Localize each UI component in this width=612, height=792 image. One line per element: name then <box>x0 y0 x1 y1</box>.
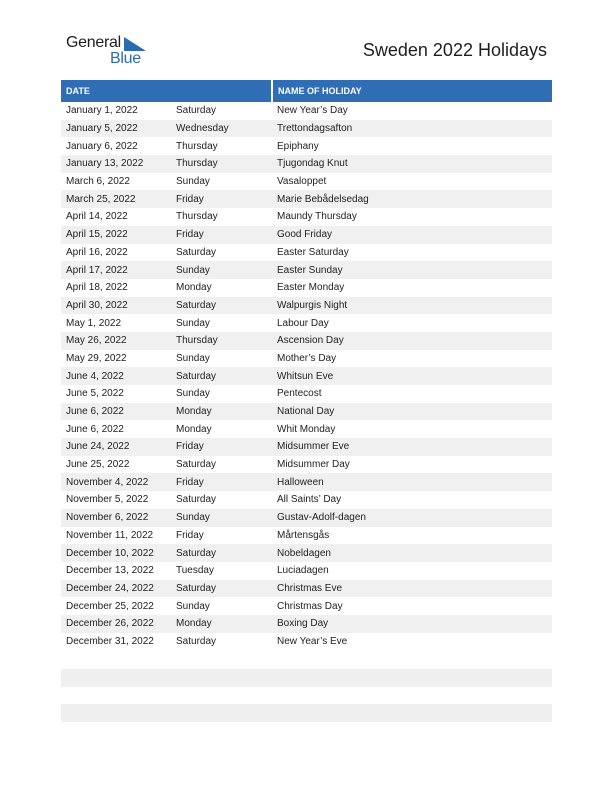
blank-row <box>61 669 552 687</box>
table-row <box>61 226 552 244</box>
row-date: January 6, 2022 <box>66 140 138 152</box>
row-date: December 26, 2022 <box>61 615 171 633</box>
row-holiday-name: Nobeldagen <box>272 544 552 562</box>
row-holiday-name: New Year’s Eve <box>277 635 348 647</box>
row-date: June 24, 2022 <box>61 438 171 456</box>
row-holiday-name: Maundy Thursday <box>277 211 357 223</box>
generalblue-logo <box>66 34 156 70</box>
row-weekday: Sunday <box>171 509 272 527</box>
row-weekday: Sunday <box>176 352 210 364</box>
row-date: November 6, 2022 <box>61 509 171 527</box>
table-row <box>61 491 552 509</box>
row-holiday-name: Marie Bebådelsedag <box>272 190 552 208</box>
blank-row <box>61 704 552 722</box>
table-row <box>61 137 552 155</box>
row-weekday: Sunday <box>176 600 210 612</box>
table-row <box>61 597 552 615</box>
row-holiday-name: Epiphany <box>277 140 319 152</box>
row-holiday-name: Midsummer Day <box>277 459 350 471</box>
row-weekday: Friday <box>171 226 272 244</box>
row-holiday-name: Trettondagsafton <box>272 120 552 138</box>
table-row <box>61 580 552 598</box>
row-date: May 26, 2022 <box>61 332 171 350</box>
row-holiday-name: Good Friday <box>272 226 552 244</box>
row-weekday: Monday <box>176 423 212 435</box>
row-holiday-name: Boxing Day <box>272 615 552 633</box>
row-date: March 6, 2022 <box>66 176 130 188</box>
row-date: June 6, 2022 <box>61 403 171 421</box>
row-date: December 10, 2022 <box>61 544 171 562</box>
row-weekday: Tuesday <box>176 565 214 577</box>
row-holiday-name: Luciadagen <box>277 565 329 577</box>
row-holiday-name: Walpurgis Night <box>272 297 552 315</box>
table-row <box>61 120 552 138</box>
row-holiday-name: Labour Day <box>277 317 329 329</box>
row-date: May 1, 2022 <box>66 317 122 329</box>
row-date: December 31, 2022 <box>66 635 154 647</box>
row-date: December 13, 2022 <box>66 565 154 577</box>
row-weekday: Friday <box>171 190 272 208</box>
row-weekday: Friday <box>171 473 272 491</box>
row-holiday-name: Gustav-Adolf-dagen <box>272 509 552 527</box>
row-holiday-name: Easter Saturday <box>277 246 349 258</box>
row-weekday: Saturday <box>176 246 217 258</box>
row-weekday: Sunday <box>176 388 210 400</box>
row-date: January 5, 2022 <box>61 120 171 138</box>
row-date: May 29, 2022 <box>66 352 127 364</box>
header-date: DATE <box>61 80 272 102</box>
table-row <box>61 527 552 545</box>
row-holiday-name: Christmas Day <box>277 600 343 612</box>
row-weekday: Wednesday <box>171 120 272 138</box>
table-row <box>61 420 552 438</box>
row-weekday: Saturday <box>176 635 217 647</box>
row-date: June 5, 2022 <box>66 388 124 400</box>
row-weekday: Thursday <box>171 155 272 173</box>
table-row <box>61 562 552 580</box>
row-holiday-name: Easter Sunday <box>272 261 552 279</box>
row-holiday-name: Halloween <box>272 473 552 491</box>
row-holiday-name: All Saints’ Day <box>277 494 342 506</box>
table-row <box>61 473 552 491</box>
row-date: April 14, 2022 <box>66 211 128 223</box>
row-date: April 18, 2022 <box>66 282 128 294</box>
row-weekday: Friday <box>171 438 272 456</box>
table-row <box>61 173 552 191</box>
row-date: April 30, 2022 <box>61 297 171 315</box>
row-date: June 6, 2022 <box>66 423 124 435</box>
holiday-table <box>61 80 552 650</box>
row-holiday-name: Easter Monday <box>277 282 345 294</box>
row-weekday: Thursday <box>176 211 218 223</box>
row-weekday: Sunday <box>171 261 272 279</box>
table-row <box>61 456 552 474</box>
row-weekday: Thursday <box>176 140 218 152</box>
row-holiday-name: Ascension Day <box>272 332 552 350</box>
row-weekday: Monday <box>171 615 272 633</box>
row-weekday: Saturday <box>171 297 272 315</box>
table-row <box>61 297 552 315</box>
row-weekday: Saturday <box>171 544 272 562</box>
table-row <box>61 261 552 279</box>
row-weekday: Saturday <box>176 105 217 117</box>
table-row <box>61 509 552 527</box>
table-row <box>61 367 552 385</box>
row-date: January 13, 2022 <box>61 155 171 173</box>
table-row <box>61 314 552 332</box>
row-weekday: Monday <box>176 282 212 294</box>
row-weekday: Thursday <box>171 332 272 350</box>
table-row <box>61 102 552 120</box>
table-row <box>61 385 552 403</box>
table-row <box>61 279 552 297</box>
row-holiday-name: Vasaloppet <box>277 176 327 188</box>
row-date: November 4, 2022 <box>61 473 171 491</box>
table-row <box>61 332 552 350</box>
row-date: November 11, 2022 <box>66 529 154 541</box>
row-date: June 25, 2022 <box>66 459 130 471</box>
table-row <box>61 155 552 173</box>
row-weekday: Sunday <box>176 176 210 188</box>
table-row <box>61 350 552 368</box>
row-holiday-name: Mother’s Day <box>277 352 337 364</box>
row-date: November 5, 2022 <box>66 494 149 506</box>
row-weekday: Saturday <box>176 494 217 506</box>
row-date: March 25, 2022 <box>61 190 171 208</box>
table-body <box>61 102 552 650</box>
logo-word-blue: Blue <box>110 50 141 67</box>
table-header-row <box>61 80 552 102</box>
row-date: January 1, 2022 <box>66 105 138 117</box>
row-holiday-name: Christmas Eve <box>272 580 552 598</box>
row-holiday-name: National Day <box>272 403 552 421</box>
logo-triangle-icon <box>124 37 146 51</box>
row-holiday-name: Mårtensgås <box>277 529 330 541</box>
row-holiday-name: Pentecost <box>277 388 322 400</box>
table-row <box>61 615 552 633</box>
row-weekday: Saturday <box>176 459 217 471</box>
table-row <box>61 190 552 208</box>
table-row <box>61 438 552 456</box>
row-date: April 15, 2022 <box>61 226 171 244</box>
table-row <box>61 244 552 262</box>
header-holiday-name: NAME OF HOLIDAY <box>272 80 552 102</box>
logo-word-general: General <box>66 34 121 51</box>
table-row <box>61 544 552 562</box>
row-date: December 24, 2022 <box>61 580 171 598</box>
table-row <box>61 633 552 651</box>
row-date: December 25, 2022 <box>66 600 154 612</box>
row-date: April 16, 2022 <box>66 246 128 258</box>
row-holiday-name: Whitsun Eve <box>272 367 552 385</box>
row-weekday: Monday <box>171 403 272 421</box>
table-row <box>61 403 552 421</box>
row-weekday: Saturday <box>171 580 272 598</box>
table-row <box>61 208 552 226</box>
row-weekday: Saturday <box>171 367 272 385</box>
row-holiday-name: Whit Monday <box>277 423 336 435</box>
row-holiday-name: New Year’s Day <box>277 105 348 117</box>
row-weekday: Friday <box>176 529 204 541</box>
row-holiday-name: Midsummer Eve <box>272 438 552 456</box>
row-date: June 4, 2022 <box>61 367 171 385</box>
page-title: Sweden 2022 Holidays <box>362 40 547 60</box>
row-weekday: Sunday <box>176 317 210 329</box>
row-date: April 17, 2022 <box>61 261 171 279</box>
row-holiday-name: Tjugondag Knut <box>272 155 552 173</box>
